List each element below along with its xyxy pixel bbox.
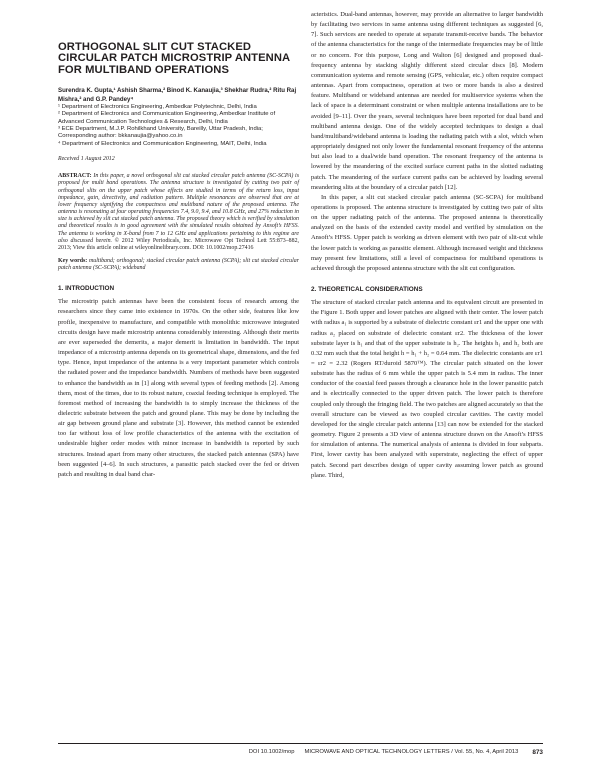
abstract-label: ABSTRACT: bbox=[58, 173, 92, 180]
received-date: Received 1 August 2012 bbox=[58, 156, 115, 163]
keywords bbox=[58, 258, 299, 272]
footer-doi: DOI 10.1002/mop bbox=[248, 749, 295, 755]
affiliations bbox=[58, 104, 299, 148]
abstract-copyright: © 2012 Wiley Periodicals, Inc. Microwave Opt Technol Lett 55:873–882, 2013; View this article online at wileyonlinelibrary.com. DOI: 10.1002/mop.27416 bbox=[58, 237, 299, 251]
page-footer bbox=[58, 749, 543, 756]
introduction-paragraph: The microstrip patch antennas have been the consistent focus of research among the researchers since they came into existence in 1970s. On the other side, features like low profile, inexpensive to manufacture, and compatible with monolithic microwave integrated circuits design have made microstrip antenna considerably interesting. Although their merits are ever superseded the demerits, a major demerit is limitation in bandwidth. The input impedance of a microstrip antenna depends on its geometrical shape, dimensions, and the fed type. Hence, input impedance of the antenna is a very important parameter which controls the radiated power and the impedance bandwidth. Numbers of methods have been suggested to enhance the bandwidth as in [1] along with several types of feeding methods [2]. Among them, most of the times, due to its robust nature, coaxial feeding technique is employed. The foremost method of increasing the bandwidth is to simply increase the thickness of the dielectric substrate between the patch and ground plane. This may be done by including the air gap between ground plane and substrate [3]. However, this method cannot be extended too far without loss of low profile characteristics of the antenna with the excitation of undesirable higher order modes with minor increase in bandwidth is reported by such structures. Instead apart from many other structures, the stacked patch antennas (SPA) have been suggested [4–6]. In such structures, a parasitic patch stacked over the fed or driven patch and resulting in dual band char- bbox=[58, 298, 299, 478]
introduction-final-paragraph: In this paper, a slit cut stacked circular patch antenna (SC-SCPA) for multiband operations is proposed. The antenna structure is investigated by cutting two pair of slits on the upper radiating patch of the antenna. The proposed antenna is theoretically analyzed on the basis of the extended cavity model and verified by simulation on the Ansoft’s HFSS. Upper patch is working as driven element with two pair of slit-cut while the lower patch is working as parasitic element. Although increased weight and thickness may present few limitations, still a level of compactness for multiband operations is achieved through the proposed antenna structure with the slit cut configuration. bbox=[311, 193, 543, 272]
affiliation-4: ⁴ Department of Electronics and Communication Engineering, MAIT, Delhi, India bbox=[58, 140, 267, 147]
affiliation-3: ³ ECE Department, M.J.P. Rohilkhand University, Bareilly, Uttar Pradesh, India; Corresponding author: bkkanaujia@yahoo.co.in bbox=[58, 126, 263, 140]
right-column bbox=[311, 10, 543, 481]
section-heading-theory: 2. THEORETICAL CONSIDERATIONS bbox=[311, 286, 423, 294]
theory-paragraph: The structure of stacked circular patch antenna and its equivalent circuit are presented in the Figure 1. Both upper and lower patches are aligned with their center. The lower patch with radius a₁ is supported by a substrate of dielectric constant εr1 and the upper one with radius a₂ placed on substrate of dielectric constant εr2. The thickness of the lower substrate layer is h₁ and that of the upper substrate is h₂. The heights h₁ and h₂ both are 0.32 mm such that the total height h = h₁ + h₂ = 0.64 mm. The dielectric constants are εr1 = εr2 = 2.32 (Rogers RT/duroid 5870™). The circular patch situated on the lower substrate has the radius of 6 mm while the upper patch is 5.4 mm in radius. The inner conductor of the coaxial feed passes through a clearance hole in the lower parasitic patch and is electrically connected to the upper driven patch. The lower patch is therefore coupled only through the fringing field. The two patches are aligned accurately so that the overall structure can be viewed as two coupled circular cavities. The cavity model developed for the single circular patch antenna [13] can now be extended for the stacked geometry. Figure 2 presents a 3D view of antenna structure drawn on the Ansoft’s HFSS for simulation of antenna. The numerical analysis of antenna is divided in four subparts. First, lower cavity has been analyzed with superstrate, neglecting the effect of upper patch. Second part describes design of upper cavity assuming lower patch as ground plane. Third, bbox=[311, 299, 543, 479]
affiliation-1: ¹ Department of Electronics Engineering, Ambedkar Polytechnic, Delhi, India bbox=[58, 103, 257, 110]
affiliation-2: ² Department of Electronics and Communication Engineering, Ambedkar Institute of Advanced Communication Technologies & Research, Delhi, India bbox=[58, 111, 276, 125]
section-heading-introduction: 1. INTRODUCTION bbox=[58, 285, 115, 293]
footer-rule bbox=[58, 743, 543, 744]
footer-journal: MICROWAVE AND OPTICAL TECHNOLOGY LETTERS / Vol. 55, No. 4, April 2013 bbox=[304, 749, 519, 755]
introduction-continued-paragraph: acteristics. Dual-band antennas, however, may provide an alternative to larger bandwidth by facilitating two services in same antenna using different techniques as suggested [6, 7]. Such services are needed to operate at separate transmit-receive bands. The behavior of the antenna characteristics for the range of the intermediate frequencies may be of little or no concern. For this purpose, Long and Walton [6] designed and proposed dual-frequency antenna by stacking slightly different sized circular discs [8]. Modern communication systems and remote sensing (GPS, vehicular, etc.) often require compact antennas. Apart from compactness, operation at two or more bands is also a desired feature. Multiband or wideband antennas are needed for multiservice systems when the lack of space is a determinant constraint or when multiple antenna installations are to be avoided [9–11]. Over the years, several techniques have been reported for dual band and multiband antenna design. One of the widely accepted techniques to design a dual band/multiband/wideband antenna is loading the radiating patch with a slot, which when appropriately designed not only lower the fundamental resonant frequency of the antenna but also lead to a dual/wide band operation. The resonant frequency of the antenna is lowered by the meandering of the excited surface current paths in the slotted radiating patch. The meandering of the surface current paths can be achieved by loading several meandering slits at the boundary of a circular patch [12]. bbox=[311, 11, 543, 191]
keywords-label: Key words: bbox=[58, 257, 88, 264]
abstract bbox=[58, 173, 299, 252]
article-title: ORTHOGONAL SLIT CUT STACKED CIRCULAR PATCH MICROSTRIP ANTENNA FOR MULTIBAND OPERATIONS bbox=[58, 41, 290, 76]
author-list: Surendra K. Gupta,¹ Ashish Sharma,² Binod K. Kanaujia,³ Shekhar Rudra,² Ritu Raj Mishra,² and G.P. Pandey⁴ bbox=[58, 87, 297, 103]
abstract-text: In this paper, a novel orthogonal slit cut stacked circular patch antenna (SC-SCPA) is proposed for multi band operations. The antenna structure is investigated by cutting two pair of orthogonal slits on the upper patch whose effects are studied in terms of the return loss, input impedance, gain, directivity, and radiation pattern. Multiple resonances are observed that are at lower frequency signifying the compactness and multiband nature of the proposed antenna. The antenna is resonating at four operating frequencies 7.4, 9.0, 9.4, and 10.8 GHz, and 27% reduction in size is achieved by slit cut stacked patch antenna. The proposed theory which is verified by simulation and theoretical results is in good agreement with the simulated results obtained by Ansoft’s HFSS. The antenna is working in X-band from 7 to 12 GHz and applications pertaining to this regime are also discussed herein. bbox=[58, 173, 299, 244]
left-column bbox=[58, 42, 299, 480]
keywords-text: multiband; orthogonal; stacked circular patch antenna (SCPA); slit cut stacked circular patch antenna (SC-SCPA); wideband bbox=[58, 257, 299, 272]
page-number: 873 bbox=[532, 749, 543, 756]
